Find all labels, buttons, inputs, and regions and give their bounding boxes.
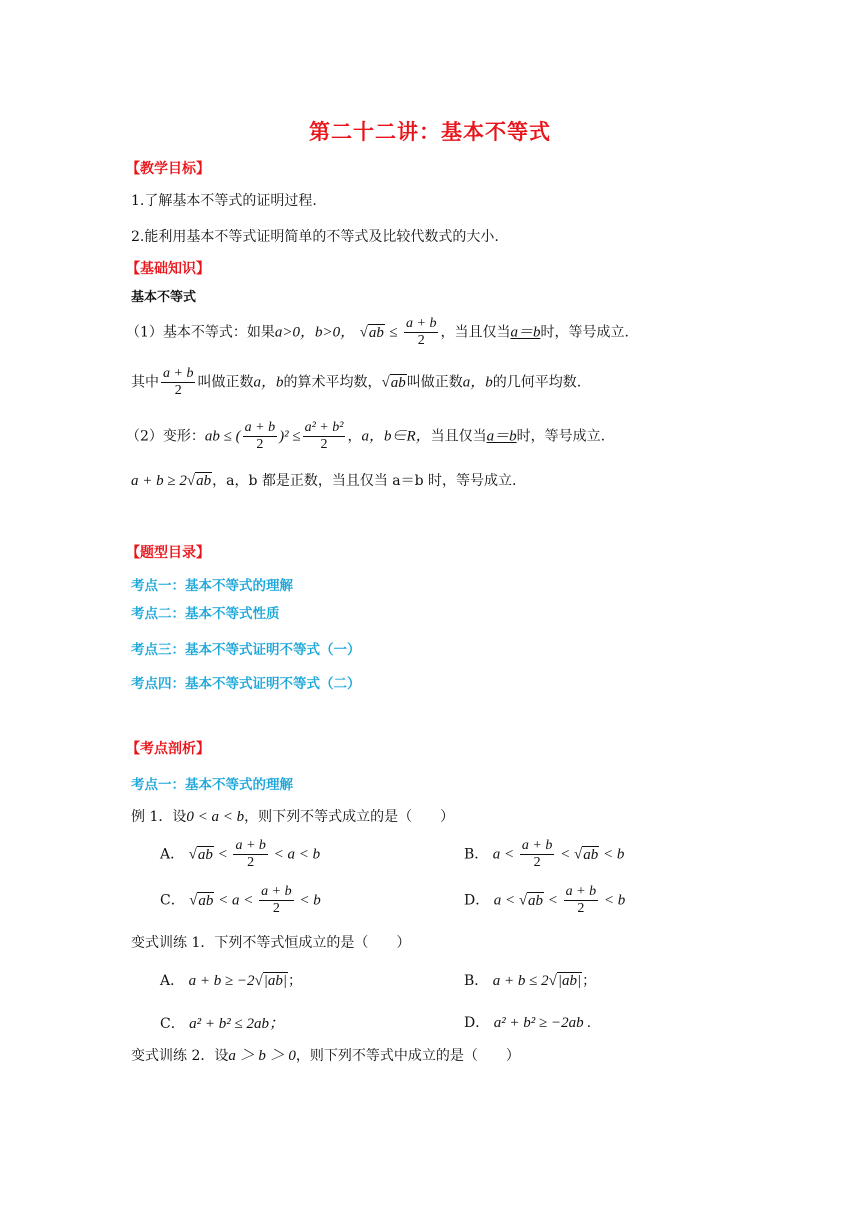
lt: < <box>295 846 313 863</box>
option-label: C． <box>160 1016 185 1032</box>
expr: a² + b² ≤ 2ab； <box>189 1016 285 1032</box>
page-title: 第二十二讲：基本不等式 <box>309 120 551 144</box>
text: （2）变形： <box>126 428 205 445</box>
equality-condition: a＝b <box>510 324 541 341</box>
fraction <box>564 884 598 917</box>
condition: a，b∈R， <box>361 428 431 445</box>
expr: a + b ≤ 2 <box>492 973 549 989</box>
variant-1-option-a <box>160 970 302 990</box>
numerator: a + b <box>521 838 553 853</box>
text: 时，等号成立. <box>516 428 606 445</box>
variant-formula-line <box>126 420 605 453</box>
radicand: ab <box>583 846 599 863</box>
subheading-basic-inequality: 基本不等式 <box>131 290 197 305</box>
fraction <box>259 884 293 917</box>
section-heading-analysis: 【考点剖析】 <box>126 741 210 757</box>
expr: 0 < a < b <box>186 809 245 825</box>
example-1-option-a <box>160 838 320 871</box>
sum-inequality-line <box>131 470 517 490</box>
var: b <box>617 892 626 909</box>
option-label: A． <box>160 846 185 863</box>
lt: < <box>599 846 617 863</box>
section-heading-basics: 【基础知识】 <box>126 261 210 277</box>
example-1-stem <box>131 806 454 826</box>
sqrt-ab: √ab <box>381 374 406 391</box>
variant-1-option-d <box>464 1012 591 1032</box>
sqrt-ab: √ab <box>518 892 544 909</box>
numerator: a + b <box>565 884 597 899</box>
example-1-option-d <box>464 884 625 917</box>
option-label: A． <box>160 973 185 989</box>
option-label: D． <box>464 1015 490 1031</box>
fraction <box>243 420 277 453</box>
text: 例 1．设 <box>131 809 187 825</box>
sqrt-ab: √ab <box>359 324 384 341</box>
sqrt-abs-ab: √|ab| <box>254 973 288 989</box>
text: ； <box>582 973 597 989</box>
expr: a + b ≥ −2 <box>188 973 255 989</box>
text: ，则下列不等式中成立的是（ ） <box>295 1048 520 1064</box>
var: b <box>313 892 321 909</box>
text: ； <box>288 973 303 989</box>
text: 其中 <box>131 374 159 391</box>
lt: < <box>269 846 288 863</box>
expr: ab ≤ ( <box>204 428 241 445</box>
text: 时，等号成立. <box>540 324 629 341</box>
fraction-a-plus-b-over-2 <box>404 316 438 349</box>
variant-1-option-c <box>160 1012 284 1033</box>
sqrt-abs-ab: √|ab| <box>548 973 582 989</box>
text: 叫做正数 <box>197 374 254 391</box>
denominator: 2 <box>256 437 264 452</box>
section-heading-goals: 【教学目标】 <box>126 161 210 177</box>
numerator: a² + b² <box>304 420 344 435</box>
text: ，则下列不等式成立的是（ ） <box>244 809 455 825</box>
denominator: 2 <box>174 383 182 398</box>
sqrt-ab: √ab <box>188 846 213 863</box>
expr: a² + b² ≥ −2ab . <box>493 1015 592 1031</box>
section-heading-types: 【题型目录】 <box>126 545 210 561</box>
option-label: D． <box>464 892 490 909</box>
radicand: |ab| <box>557 973 582 989</box>
vars: a，b <box>462 374 493 391</box>
mean-definition-line <box>131 366 581 399</box>
lt: < <box>213 846 232 863</box>
type-item: 考点四：基本不等式证明不等式（二） <box>131 676 361 692</box>
text: 变式训练 2．设 <box>131 1048 229 1064</box>
lt: < <box>501 892 519 909</box>
goal-item: 2.能利用基本不等式证明简单的不等式及比较代数式的大小. <box>131 229 499 245</box>
radicand: ab <box>368 324 384 341</box>
var: a <box>493 892 502 909</box>
le-sign: ≤ <box>389 324 398 341</box>
var: a <box>287 846 296 863</box>
sqrt-ab: √ab <box>186 473 212 489</box>
var: a <box>492 846 501 863</box>
type-item: 考点一：基本不等式的理解 <box>131 578 293 594</box>
text: 叫做正数 <box>406 374 463 391</box>
text: 当且仅当 <box>430 428 487 445</box>
lt: < <box>600 892 618 909</box>
lt: < <box>500 846 518 863</box>
fraction <box>520 838 554 871</box>
denominator: 2 <box>577 901 585 916</box>
expr: a ＞ b ＞ 0 <box>228 1048 296 1064</box>
variant-2-stem <box>131 1044 520 1065</box>
numerator: a + b <box>261 884 292 899</box>
numerator: a + b <box>244 420 276 435</box>
text: ， <box>347 428 362 445</box>
example-1-option-b <box>464 838 624 871</box>
radicand: ab <box>196 473 212 489</box>
lt: < <box>544 892 562 909</box>
sqrt-ab: √ab <box>573 846 599 863</box>
text: 的算术平均数， <box>283 374 382 391</box>
denominator: 2 <box>272 901 280 916</box>
lt: < <box>556 846 574 863</box>
denominator: 2 <box>320 437 328 452</box>
lt: < <box>214 892 233 909</box>
expr: a + b ≥ 2 <box>131 473 187 489</box>
fraction-arith-mean <box>161 366 195 399</box>
type-item: 考点三：基本不等式证明不等式（一） <box>131 642 361 658</box>
radicand: ab <box>197 846 213 863</box>
expr: )² ≤ <box>279 428 301 445</box>
numerator: a + b <box>406 316 437 331</box>
denominator: 2 <box>417 333 425 348</box>
vars: a，b <box>253 374 284 391</box>
text: （1）基本不等式：如果 <box>126 324 275 341</box>
equality-condition: a＝b <box>486 428 517 445</box>
variant-1-stem: 变式训练 1．下列不等式恒成立的是（ ） <box>131 935 411 951</box>
fraction <box>233 838 267 871</box>
radicand: |ab| <box>263 973 288 989</box>
var: a <box>232 892 240 909</box>
example-1-option-c <box>160 884 321 917</box>
text: ，当且仅当 <box>440 324 511 341</box>
text: 的几何平均数. <box>492 374 582 391</box>
variant-1-option-b <box>464 970 596 990</box>
option-label: B． <box>464 846 489 863</box>
basic-inequality-line <box>126 316 629 349</box>
var: b <box>312 846 321 863</box>
analysis-subheading: 考点一：基本不等式的理解 <box>131 777 293 793</box>
denominator: 2 <box>533 855 541 870</box>
goal-item: 1.了解基本不等式的证明过程. <box>131 193 317 209</box>
option-label: C． <box>160 892 185 909</box>
numerator: a + b <box>163 366 194 381</box>
fraction <box>303 420 346 453</box>
lt: < <box>295 892 314 909</box>
type-item: 考点二：基本不等式性质 <box>131 606 280 622</box>
sqrt-ab: √ab <box>189 892 214 909</box>
radicand: ab <box>528 892 544 909</box>
var: b <box>616 846 625 863</box>
option-label: B． <box>464 973 489 989</box>
condition: a>0，b>0， <box>274 324 356 341</box>
radicand: ab <box>390 374 406 391</box>
radicand: ab <box>198 892 214 909</box>
numerator: a + b <box>235 838 266 853</box>
denominator: 2 <box>247 855 255 870</box>
text: ，a，b 都是正数，当且仅当 a＝b 时，等号成立. <box>212 473 517 489</box>
lt: < <box>239 892 258 909</box>
